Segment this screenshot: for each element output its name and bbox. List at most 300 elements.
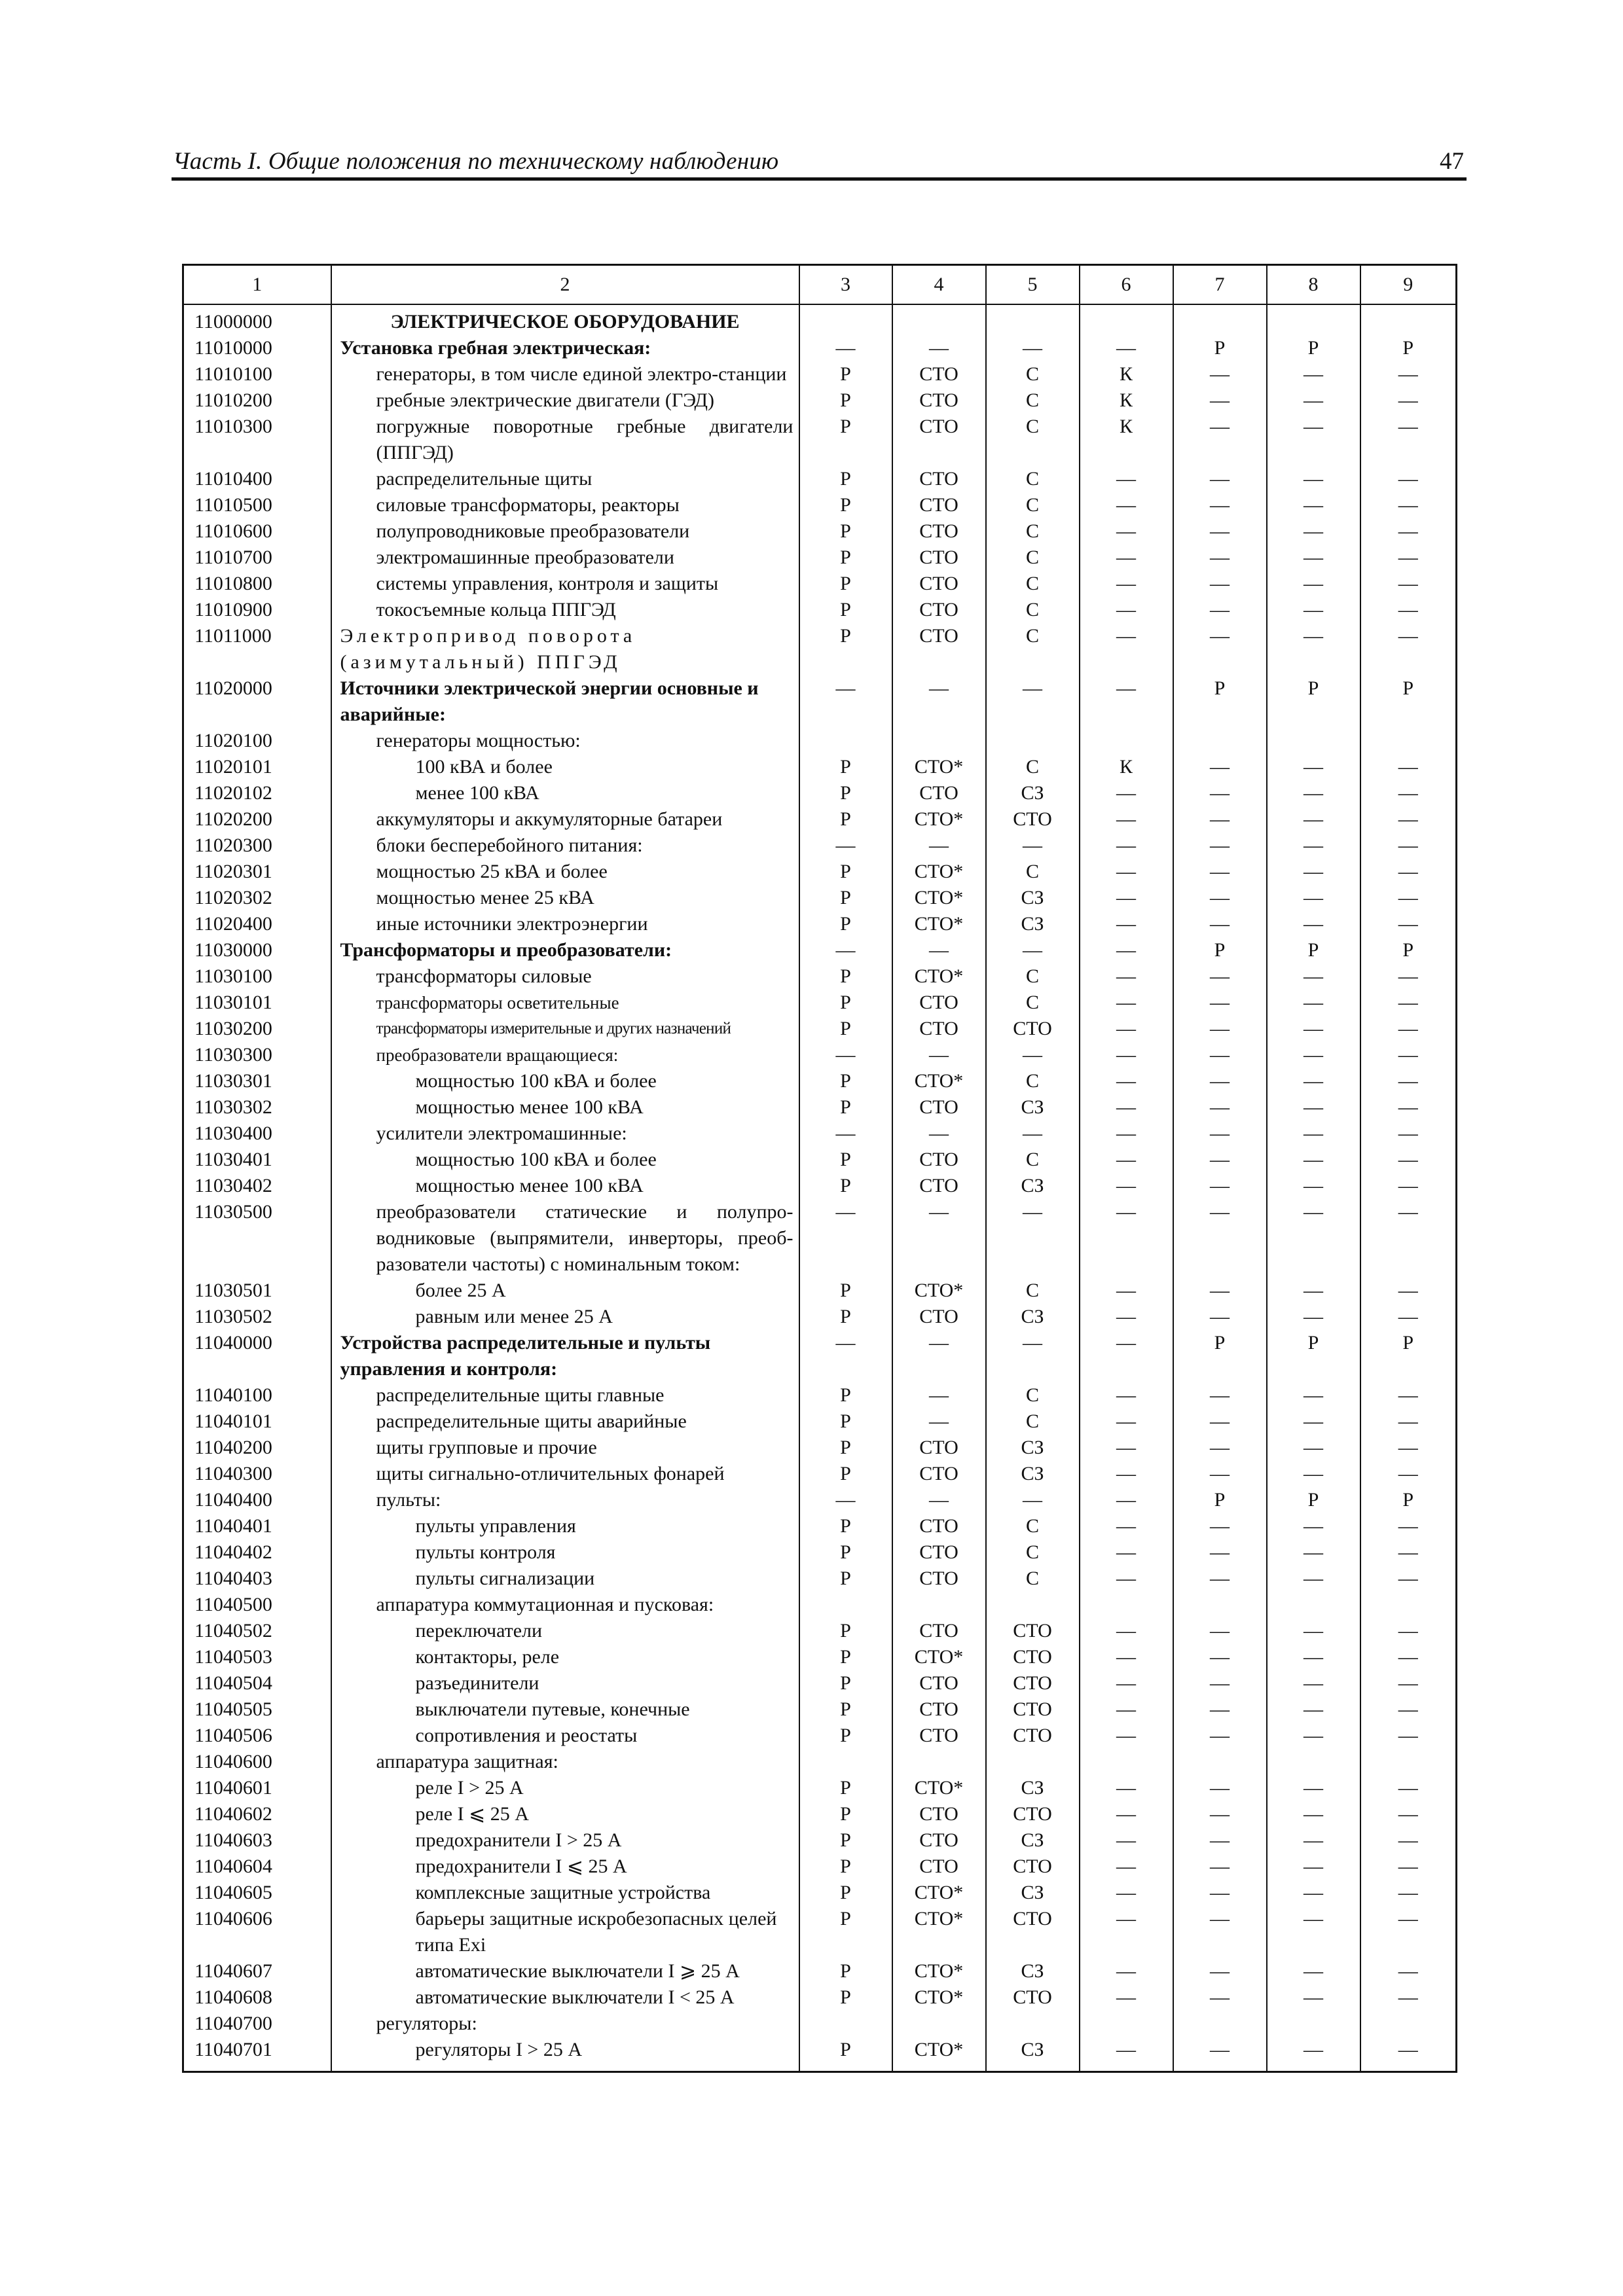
row-value-col8: —	[1267, 1382, 1360, 1408]
row-value-col9: —	[1360, 1670, 1457, 1696]
row-value-col3	[799, 1592, 892, 1618]
column-header-4: 4	[892, 265, 986, 305]
row-code: 11020100	[183, 728, 331, 754]
row-value-col4: СТО	[892, 1670, 986, 1696]
row-value-col8	[1267, 1749, 1360, 1775]
row-value-col3: Р	[799, 1461, 892, 1487]
row-value-col7: —	[1173, 1147, 1267, 1173]
row-value-col8: —	[1267, 1958, 1360, 1984]
row-value-col4: —	[892, 1121, 986, 1147]
table-row	[183, 859, 1457, 885]
row-value-col9	[1360, 304, 1457, 335]
row-code: 11030500	[183, 1199, 331, 1278]
row-value-col7: —	[1173, 361, 1267, 387]
row-value-col6: —	[1080, 1330, 1173, 1382]
row-value-col6: —	[1080, 623, 1173, 675]
table-row	[183, 1513, 1457, 1539]
row-value-col3: Р	[799, 466, 892, 492]
equipment-table	[182, 264, 1457, 2073]
running-header-title: Часть I. Общие положения по техническому наблюдению	[173, 148, 779, 175]
row-description: электромашинные преобразователи	[331, 545, 799, 571]
row-value-col7: —	[1173, 1121, 1267, 1147]
row-value-col3: Р	[799, 859, 892, 885]
row-value-col8: —	[1267, 1670, 1360, 1696]
row-code: 11030402	[183, 1173, 331, 1199]
table-row	[183, 2011, 1457, 2037]
row-value-col9: —	[1360, 545, 1457, 571]
row-value-col4: СТО*	[892, 885, 986, 911]
row-value-col6: —	[1080, 466, 1173, 492]
row-description: мощностью 100 кВА и более	[331, 1068, 799, 1094]
table-row	[183, 1566, 1457, 1592]
row-value-col5: СТО	[986, 1670, 1080, 1696]
row-value-col5: —	[986, 937, 1080, 963]
row-value-col5: СЗ	[986, 885, 1080, 911]
row-value-col9: —	[1360, 1094, 1457, 1121]
row-value-col4: —	[892, 675, 986, 728]
row-value-col3: Р	[799, 1880, 892, 1906]
row-value-col8: Р	[1267, 335, 1360, 361]
row-value-col9: —	[1360, 1461, 1457, 1487]
row-value-col4: СТО*	[892, 1958, 986, 1984]
row-value-col3: —	[799, 1487, 892, 1513]
row-value-col7: —	[1173, 1539, 1267, 1566]
row-value-col3	[799, 1749, 892, 1775]
row-value-col3: —	[799, 1199, 892, 1278]
row-value-col8: —	[1267, 833, 1360, 859]
row-description: регуляторы I > 25 А	[331, 2037, 799, 2072]
row-value-col7: —	[1173, 1199, 1267, 1278]
row-value-col8: —	[1267, 1801, 1360, 1827]
row-value-col7: —	[1173, 1566, 1267, 1592]
row-value-col3: Р	[799, 806, 892, 833]
row-value-col3: Р	[799, 754, 892, 780]
row-value-col8: —	[1267, 361, 1360, 387]
table-row	[183, 990, 1457, 1016]
row-code: 11040100	[183, 1382, 331, 1408]
row-code: 11030101	[183, 990, 331, 1016]
row-value-col8: —	[1267, 1644, 1360, 1670]
row-value-col6: —	[1080, 1958, 1173, 1984]
row-value-col6: —	[1080, 1068, 1173, 1094]
row-value-col4: СТО	[892, 361, 986, 387]
row-description: разъединители	[331, 1670, 799, 1696]
table-row	[183, 1147, 1457, 1173]
row-value-col9: —	[1360, 1958, 1457, 1984]
row-value-col9: —	[1360, 597, 1457, 623]
row-description: системы управления, контроля и защиты	[331, 571, 799, 597]
row-value-col7: —	[1173, 1094, 1267, 1121]
row-code: 11040608	[183, 1984, 331, 2011]
row-value-col6: —	[1080, 597, 1173, 623]
row-value-col9: —	[1360, 754, 1457, 780]
row-value-col7: Р	[1173, 335, 1267, 361]
table-row	[183, 1801, 1457, 1827]
table-row	[183, 1827, 1457, 1854]
row-value-col3: Р	[799, 1566, 892, 1592]
row-code: 11010000	[183, 335, 331, 361]
row-value-col9: —	[1360, 1644, 1457, 1670]
row-value-col9: —	[1360, 1173, 1457, 1199]
row-value-col4: СТО*	[892, 1984, 986, 2011]
row-value-col9	[1360, 1749, 1457, 1775]
row-value-col8: —	[1267, 1016, 1360, 1042]
row-value-col5: СЗ	[986, 1827, 1080, 1854]
row-value-col8: —	[1267, 1042, 1360, 1068]
row-value-col3: Р	[799, 414, 892, 466]
row-value-col4: СТО*	[892, 2037, 986, 2072]
row-code: 11030502	[183, 1304, 331, 1330]
row-value-col6: —	[1080, 2037, 1173, 2072]
row-value-col9: —	[1360, 1199, 1457, 1278]
row-value-col3: Р	[799, 571, 892, 597]
row-value-col5: СЗ	[986, 1775, 1080, 1801]
row-code: 11040101	[183, 1408, 331, 1435]
row-value-col9: Р	[1360, 937, 1457, 963]
row-description: щиты сигнально-отличительных фонарей	[331, 1461, 799, 1487]
row-value-col6: —	[1080, 1670, 1173, 1696]
row-value-col3	[799, 2011, 892, 2037]
row-value-col5: —	[986, 1487, 1080, 1513]
row-value-col9: —	[1360, 1880, 1457, 1906]
row-code: 11020000	[183, 675, 331, 728]
row-value-col4: СТО	[892, 1461, 986, 1487]
row-value-col9: —	[1360, 806, 1457, 833]
row-value-col5: С	[986, 1539, 1080, 1566]
row-value-col5: СЗ	[986, 2037, 1080, 2072]
row-value-col5: С	[986, 492, 1080, 518]
row-value-col4: СТО	[892, 571, 986, 597]
row-description: пульты контроля	[331, 1539, 799, 1566]
row-value-col3: —	[799, 1042, 892, 1068]
row-value-col9	[1360, 728, 1457, 754]
row-value-col6	[1080, 1749, 1173, 1775]
table-row	[183, 1670, 1457, 1696]
row-value-col7	[1173, 1592, 1267, 1618]
row-code: 11030300	[183, 1042, 331, 1068]
row-value-col4: СТО	[892, 1016, 986, 1042]
row-value-col5: СЗ	[986, 911, 1080, 937]
row-value-col9: —	[1360, 623, 1457, 675]
row-value-col3: Р	[799, 1644, 892, 1670]
row-value-col8: Р	[1267, 937, 1360, 963]
row-description: пульты сигнализации	[331, 1566, 799, 1592]
table-body	[183, 304, 1457, 2072]
row-value-col8: —	[1267, 1094, 1360, 1121]
row-value-col8: —	[1267, 963, 1360, 990]
row-code: 11010100	[183, 361, 331, 387]
row-value-col9	[1360, 1592, 1457, 1618]
row-code: 11010800	[183, 571, 331, 597]
row-value-col4: —	[892, 1330, 986, 1382]
row-code: 11040605	[183, 1880, 331, 1906]
row-value-col3: —	[799, 937, 892, 963]
row-description: блоки бесперебойного питания:	[331, 833, 799, 859]
header-rule	[172, 177, 1467, 181]
row-value-col9: —	[1360, 963, 1457, 990]
row-code: 11040701	[183, 2037, 331, 2072]
row-description: реле I ⩽ 25 А	[331, 1801, 799, 1827]
row-value-col7: —	[1173, 1016, 1267, 1042]
row-value-col8: —	[1267, 597, 1360, 623]
row-value-col5	[986, 304, 1080, 335]
row-value-col7: —	[1173, 466, 1267, 492]
row-value-col6: —	[1080, 1880, 1173, 1906]
row-value-col7: —	[1173, 623, 1267, 675]
row-value-col3: Р	[799, 1539, 892, 1566]
row-value-col3: Р	[799, 990, 892, 1016]
row-value-col7: —	[1173, 1906, 1267, 1958]
table-row	[183, 1382, 1457, 1408]
row-value-col3: Р	[799, 885, 892, 911]
table-row	[183, 1854, 1457, 1880]
row-value-col6: —	[1080, 1278, 1173, 1304]
row-value-col3: Р	[799, 1304, 892, 1330]
row-value-col3: Р	[799, 623, 892, 675]
table-row	[183, 1723, 1457, 1749]
row-value-col4: —	[892, 1408, 986, 1435]
row-value-col4: —	[892, 1199, 986, 1278]
row-value-col8: —	[1267, 1121, 1360, 1147]
row-value-col5: СТО	[986, 1723, 1080, 1749]
row-code: 11020400	[183, 911, 331, 937]
row-value-col5: С	[986, 1068, 1080, 1094]
row-value-col8: —	[1267, 1566, 1360, 1592]
row-value-col7: —	[1173, 545, 1267, 571]
row-value-col7: —	[1173, 1854, 1267, 1880]
row-value-col4: СТО	[892, 623, 986, 675]
row-value-col4: СТО*	[892, 1906, 986, 1958]
row-value-col4: СТО	[892, 1539, 986, 1566]
row-value-col7: —	[1173, 1278, 1267, 1304]
row-value-col8: —	[1267, 1618, 1360, 1644]
row-value-col4: СТО*	[892, 806, 986, 833]
row-value-col5: —	[986, 1199, 1080, 1278]
row-value-col8: —	[1267, 492, 1360, 518]
row-value-col3: Р	[799, 1016, 892, 1042]
row-value-col9: —	[1360, 1539, 1457, 1566]
row-description: сопротивления и реостаты	[331, 1723, 799, 1749]
row-value-col4: —	[892, 335, 986, 361]
row-value-col5: СТО	[986, 1016, 1080, 1042]
row-value-col9: Р	[1360, 1330, 1457, 1382]
row-code: 11040400	[183, 1487, 331, 1513]
table-row	[183, 833, 1457, 859]
row-value-col6	[1080, 1592, 1173, 1618]
row-value-col8: —	[1267, 1435, 1360, 1461]
row-value-col6: —	[1080, 1723, 1173, 1749]
row-value-col8: —	[1267, 1880, 1360, 1906]
table-header-row	[183, 265, 1457, 305]
table-row	[183, 1408, 1457, 1435]
row-value-col4: СТО*	[892, 963, 986, 990]
row-value-col3	[799, 304, 892, 335]
row-value-col8	[1267, 304, 1360, 335]
row-value-col6: —	[1080, 1801, 1173, 1827]
row-value-col3: —	[799, 1121, 892, 1147]
row-value-col7: —	[1173, 1042, 1267, 1068]
row-value-col4: —	[892, 937, 986, 963]
row-code: 11010300	[183, 414, 331, 466]
row-value-col3: Р	[799, 518, 892, 545]
row-value-col3: Р	[799, 1068, 892, 1094]
row-description: погружные поворотные гребные двигатели (ППГЭД)	[331, 414, 799, 466]
row-value-col8: —	[1267, 387, 1360, 414]
row-code: 11030301	[183, 1068, 331, 1094]
row-value-col8: —	[1267, 1461, 1360, 1487]
row-value-col4: СТО	[892, 597, 986, 623]
row-description: преобразователи статические и полупро-водниковые (выпрямители, инверторы, преоб-разователи частоты) с номинальным током:	[331, 1199, 799, 1278]
table-row	[183, 361, 1457, 387]
row-value-col7: —	[1173, 1801, 1267, 1827]
row-code: 11040402	[183, 1539, 331, 1566]
row-code: 11040503	[183, 1644, 331, 1670]
row-value-col6: —	[1080, 545, 1173, 571]
row-value-col7: —	[1173, 885, 1267, 911]
row-value-col5: —	[986, 1121, 1080, 1147]
row-value-col9: —	[1360, 1906, 1457, 1958]
row-value-col4: СТО*	[892, 1068, 986, 1094]
row-value-col5: С	[986, 387, 1080, 414]
row-value-col8: —	[1267, 806, 1360, 833]
row-value-col3: Р	[799, 1670, 892, 1696]
row-value-col9: —	[1360, 1042, 1457, 1068]
row-value-col7: —	[1173, 1827, 1267, 1854]
row-value-col3: Р	[799, 1173, 892, 1199]
table-row	[183, 545, 1457, 571]
row-value-col9: —	[1360, 2037, 1457, 2072]
row-value-col5: С	[986, 859, 1080, 885]
row-description: пульты управления	[331, 1513, 799, 1539]
row-description: автоматические выключатели I < 25 А	[331, 1984, 799, 2011]
row-value-col7: —	[1173, 1304, 1267, 1330]
row-value-col3: Р	[799, 1906, 892, 1958]
row-value-col6: —	[1080, 937, 1173, 963]
row-value-col4	[892, 1749, 986, 1775]
row-value-col4: —	[892, 1487, 986, 1513]
row-code: 11010500	[183, 492, 331, 518]
row-value-col7: —	[1173, 1435, 1267, 1461]
row-description: ЭЛЕКТРИЧЕСКОЕ ОБОРУДОВАНИЕ	[331, 304, 799, 335]
row-description: иные источники электроэнергии	[331, 911, 799, 937]
row-value-col9: —	[1360, 780, 1457, 806]
row-value-col8: —	[1267, 1173, 1360, 1199]
table-row	[183, 335, 1457, 361]
row-code: 11040401	[183, 1513, 331, 1539]
row-value-col5: С	[986, 623, 1080, 675]
row-value-col5: С	[986, 518, 1080, 545]
row-value-col8: —	[1267, 1304, 1360, 1330]
table-row	[183, 1042, 1457, 1068]
table-row	[183, 963, 1457, 990]
table-row	[183, 1278, 1457, 1304]
row-value-col6	[1080, 728, 1173, 754]
row-description: регуляторы:	[331, 2011, 799, 2037]
row-value-col9: —	[1360, 1566, 1457, 1592]
column-header-3: 3	[799, 265, 892, 305]
row-value-col5: СЗ	[986, 1094, 1080, 1121]
row-value-col6: —	[1080, 963, 1173, 990]
row-code: 11030000	[183, 937, 331, 963]
row-value-col6: —	[1080, 1121, 1173, 1147]
row-value-col9: —	[1360, 414, 1457, 466]
table-row	[183, 492, 1457, 518]
row-value-col7: —	[1173, 833, 1267, 859]
row-value-col5: СЗ	[986, 780, 1080, 806]
row-value-col6: —	[1080, 1775, 1173, 1801]
row-value-col4	[892, 1592, 986, 1618]
table-row	[183, 1696, 1457, 1723]
row-value-col9: —	[1360, 1147, 1457, 1173]
row-value-col6: —	[1080, 1487, 1173, 1513]
row-value-col7: —	[1173, 492, 1267, 518]
row-description: пульты:	[331, 1487, 799, 1513]
row-value-col5	[986, 1592, 1080, 1618]
row-value-col5: СТО	[986, 1696, 1080, 1723]
row-code: 11040504	[183, 1670, 331, 1696]
table-row	[183, 1749, 1457, 1775]
row-value-col4: СТО	[892, 1094, 986, 1121]
page-number: 47	[1440, 148, 1464, 175]
row-value-col8: —	[1267, 754, 1360, 780]
row-value-col9: Р	[1360, 1487, 1457, 1513]
row-value-col5: СЗ	[986, 1958, 1080, 1984]
table-row	[183, 1068, 1457, 1094]
row-value-col4: СТО	[892, 545, 986, 571]
row-code: 11020300	[183, 833, 331, 859]
row-value-col9: —	[1360, 1775, 1457, 1801]
row-value-col9: —	[1360, 466, 1457, 492]
row-value-col7: —	[1173, 780, 1267, 806]
row-value-col5: С	[986, 571, 1080, 597]
table-row	[183, 885, 1457, 911]
row-value-col8: —	[1267, 1906, 1360, 1958]
table-row	[183, 675, 1457, 728]
row-value-col3: Р	[799, 780, 892, 806]
row-description: полупроводниковые преобразователи	[331, 518, 799, 545]
row-code: 11030501	[183, 1278, 331, 1304]
row-value-col9: —	[1360, 1618, 1457, 1644]
row-value-col4: СТО	[892, 1566, 986, 1592]
table-row	[183, 1775, 1457, 1801]
row-value-col7: Р	[1173, 937, 1267, 963]
row-value-col7: —	[1173, 1775, 1267, 1801]
row-value-col3: Р	[799, 1984, 892, 2011]
row-value-col5: С	[986, 1147, 1080, 1173]
row-description: Электропривод поворота (азимутальный) ППГЭД	[331, 623, 799, 675]
row-value-col9: —	[1360, 1278, 1457, 1304]
row-code: 11010400	[183, 466, 331, 492]
row-value-col9: —	[1360, 990, 1457, 1016]
row-value-col8: —	[1267, 1984, 1360, 2011]
row-value-col7: —	[1173, 806, 1267, 833]
row-description: трансформаторы осветительные	[331, 990, 799, 1016]
row-value-col3: Р	[799, 361, 892, 387]
row-value-col8: Р	[1267, 1487, 1360, 1513]
row-value-col9: —	[1360, 1854, 1457, 1880]
row-value-col6: —	[1080, 1042, 1173, 1068]
row-description: более 25 А	[331, 1278, 799, 1304]
row-value-col3: Р	[799, 1775, 892, 1801]
row-description: переключатели	[331, 1618, 799, 1644]
column-header-8: 8	[1267, 265, 1360, 305]
row-value-col7: —	[1173, 571, 1267, 597]
row-code: 11040606	[183, 1906, 331, 1958]
row-value-col9: —	[1360, 1984, 1457, 2011]
table-row	[183, 518, 1457, 545]
row-code: 11010700	[183, 545, 331, 571]
row-value-col4: —	[892, 1042, 986, 1068]
